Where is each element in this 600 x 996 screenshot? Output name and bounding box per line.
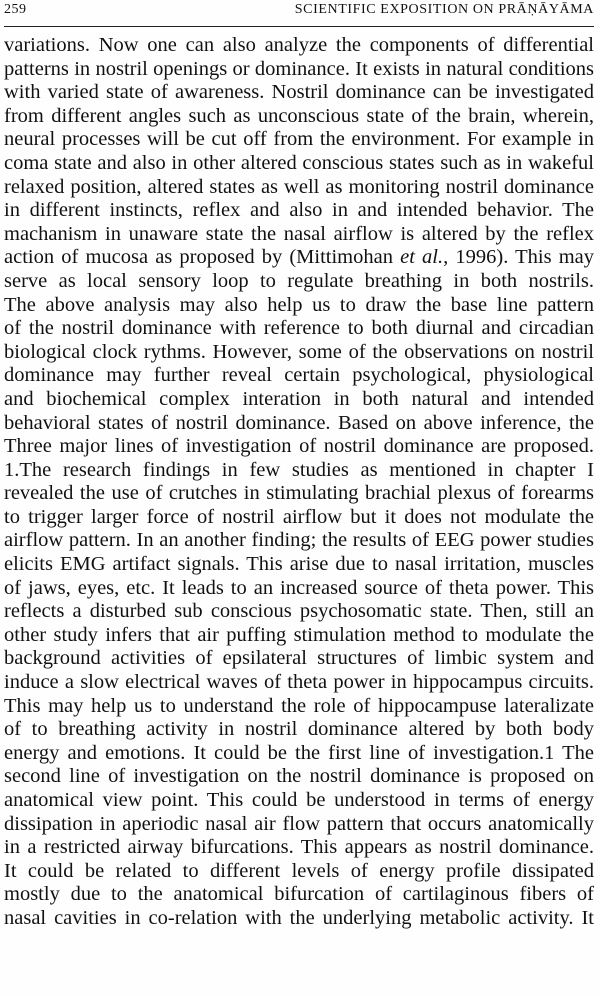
text-line: dominance may further reveal certain psychological, physiological [4, 364, 594, 387]
text-line: Three major lines of investigation of nostril dominance are proposed. [4, 435, 594, 458]
body-paragraph [4, 34, 594, 931]
text-line: The above analysis may also help us to draw the base line pattern [4, 293, 594, 316]
text-line: patterns in nostril openings or dominance. It exists in natural conditions [4, 57, 594, 80]
text-line: background activities of epsilateral structures of limbic system and [4, 647, 594, 670]
text-line: and biochemical complex interation in both natural and intended [4, 387, 594, 410]
page-number: 259 [4, 2, 27, 17]
text-line: second line of investigation on the nostril dominance is proposed on [4, 765, 594, 788]
text-line: airflow pattern. In an another finding; the results of EEG power studies [4, 529, 594, 552]
text-line: in different instincts, reflex and also in and intended behavior. The [4, 199, 594, 222]
text-line: neural processes will be cut off from the environment. For example in [4, 128, 594, 151]
text-line: elicits EMG artifact signals. This arise due to nasal irritation, muscles [4, 553, 594, 576]
text-line: nasal cavities in co-relation with the underlying metabolic activity. It [4, 906, 594, 929]
text-line: to trigger larger force of nostril airflow but it does not modulate the [4, 505, 594, 528]
text-line: in a restricted airway bifurcations. This appears as nostril dominance. [4, 836, 594, 859]
text-line: coma state and also in other altered conscious states such as in wakeful [4, 151, 594, 174]
text-line: with varied state of awareness. Nostril dominance can be investigated [4, 81, 594, 104]
text-line: behavioral states of nostril dominance. Based on above inference, the [4, 411, 594, 434]
running-head: SCIENTIFIC EXPOSITION ON PRĀṆĀYĀMA [294, 2, 594, 17]
text-line: reflects a disturbed sub conscious psychosomatic state. Then, still an [4, 600, 594, 623]
text-line: anatomical view point. This could be understood in terms of energy [4, 789, 594, 811]
text-line: serve as local sensory loop to regulate breathing in both nostrils. [4, 269, 594, 292]
text-line: biological clock rythms. However, some of the observations on nostril [4, 340, 594, 363]
text-line: from different angles such as unconscious state of the brain, wherein, [4, 104, 594, 127]
text-line: This may help us to understand the role of hippocampuse lateralizate [4, 694, 594, 717]
text-line: energy and emotions. It could be the first line of investigation.1 The [4, 741, 594, 764]
text-line: mostly due to the anatomical bifurcation of cartilaginous fibers of [4, 883, 594, 906]
text-line: of jaws, eyes, etc. It leads to an increased source of theta power. This [4, 576, 594, 599]
text-line-citation: action of mucosa as proposed by (Mittimohan et al., 1996). This may [4, 246, 594, 269]
text-line: induce a slow electrical waves of theta power in hippocampus circuits. [4, 671, 594, 694]
text-line: It could be related to different levels of energy profile dissipated [4, 859, 594, 882]
text-line: variations. Now one can also analyze the components of differential [4, 34, 594, 56]
page-header [4, 0, 594, 27]
text-line: other study infers that air puffing stimulation method to modulate the [4, 623, 594, 646]
text-line: revealed the use of crutches in stimulating brachial plexus of forearms [4, 482, 594, 505]
text-line: 1.The research findings in few studies as mentioned in chapter I [4, 458, 594, 481]
text-line: of to breathing activity in nostril dominance altered by both body [4, 718, 594, 741]
text-line: of the nostril dominance with reference to both diurnal and circadian [4, 317, 594, 340]
text-line: relaxed position, altered states as well as monitoring nostril dominance [4, 175, 594, 198]
text-line: dissipation in aperiodic nasal air flow pattern that occurs anatomically [4, 812, 594, 835]
text-line: machanism in unaware state the nasal airflow is altered by the reflex [4, 222, 594, 245]
